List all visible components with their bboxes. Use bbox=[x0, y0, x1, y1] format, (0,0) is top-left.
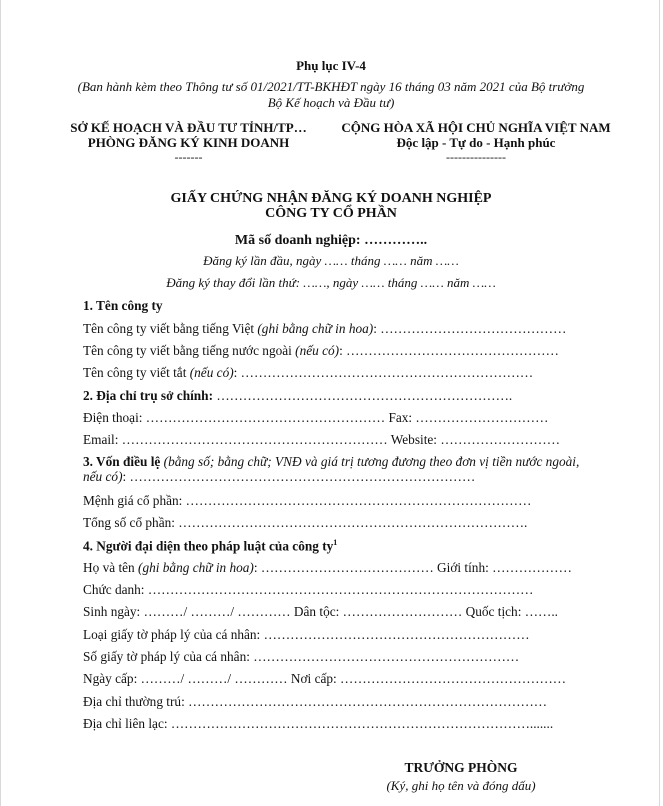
abbr-name-field bbox=[83, 365, 581, 381]
issued-by-note: (Ban hành kèm theo Thông tư số 01/2021/TT-BKHĐT ngày 16 tháng 03 năm 2021 của Bộ trưởng Bộ Kế hoạch và Đầu tư) bbox=[77, 79, 585, 110]
section3-note: (bằng số; bằng chữ; VNĐ và giá trị tương đương theo đơn vị tiền nước ngoài, nếu có) bbox=[83, 454, 580, 484]
section2-heading: 2. Địa chỉ trụ sở chính: bbox=[83, 388, 214, 403]
position-field: Chức danh: …………………………………………………………………………… bbox=[83, 582, 534, 597]
vn-name-field bbox=[83, 321, 581, 337]
par-value-field: Mệnh giá cổ phần: …………………………………………………………………… bbox=[83, 493, 532, 508]
email-website-field: Email: …………………………………………………… Website: ……………………… bbox=[83, 432, 560, 447]
total-shares-field: Tổng số cổ phần: ……………………………………………………………………. bbox=[83, 515, 528, 530]
vn-name-label: Tên công ty viết bằng tiếng Việt bbox=[83, 321, 255, 336]
first-registration: Đăng ký lần đầu, ngày …… tháng …… năm …… bbox=[203, 253, 459, 268]
contact-address-field: Địa chỉ liên lạc: ………………………………………………………………………....... bbox=[83, 716, 554, 731]
national-header bbox=[331, 120, 621, 165]
section1-heading: 1. Tên công ty bbox=[83, 298, 163, 313]
section3-heading: 3. Vốn điều lệ bbox=[83, 454, 161, 469]
issue-field: Ngày cấp: ………/ ………/ ………… Nơi cấp: …………………………………………… bbox=[83, 671, 567, 686]
national-title: CỘNG HÒA XÃ HỘI CHỦ NGHĨA VIỆT NAM bbox=[341, 120, 611, 135]
appendix-label: Phụ lục IV-4 bbox=[296, 58, 366, 73]
id-type-field: Loại giấy tờ pháp lý của cá nhân: …………………………………………………… bbox=[83, 627, 530, 642]
footnote-mark: 1 bbox=[333, 538, 338, 547]
foreign-name-field bbox=[83, 343, 581, 359]
vn-name-note: (ghi bằng chữ in hoa) bbox=[254, 321, 374, 336]
abbr-name-label: Tên công ty viết tắt bbox=[83, 365, 187, 380]
fullname-note: (ghi bằng chữ in hoa) bbox=[134, 560, 254, 575]
phone-fax-field: Điện thoại: ……………………………………………… Fax: ………………………… bbox=[83, 410, 549, 425]
section2-dots: …………………………………………………………. bbox=[213, 388, 513, 403]
permanent-address-field: Địa chỉ thường trú: ……………………………………………………………………… bbox=[83, 694, 548, 709]
agency-header bbox=[61, 120, 316, 165]
national-motto: Độc lập - Tự do - Hạnh phúc bbox=[396, 135, 556, 150]
certificate-title-line1: GIẤY CHỨNG NHẬN ĐĂNG KÝ DOANH NGHIỆP bbox=[170, 191, 492, 206]
fullname-label: Họ và tên bbox=[83, 560, 135, 575]
change-registration: Đăng ký thay đổi lần thứ: ……, ngày …… tháng …… năm …… bbox=[166, 275, 496, 290]
foreign-name-dots: : ………………………………………… bbox=[339, 343, 559, 358]
abbr-name-note: (nếu có) bbox=[186, 365, 234, 380]
certificate-title-line2: CÔNG TY CỔ PHẦN bbox=[265, 206, 397, 221]
section4-heading: 4. Người đại diện theo pháp luật của công ty bbox=[83, 538, 334, 554]
section3-heading-row bbox=[83, 454, 581, 484]
fullname-dots: : ………………………………… Giới tính: ……………… bbox=[253, 560, 572, 575]
signature-note: (Ký, ghi họ tên và đóng dấu) bbox=[386, 778, 536, 793]
vn-name-dots: : …………………………………… bbox=[373, 321, 567, 336]
id-number-field: Số giấy tờ pháp lý của cá nhân: …………………………………………………… bbox=[83, 649, 520, 664]
abbr-name-dots: : ………………………………………………………… bbox=[233, 365, 534, 380]
birth-field: Sinh ngày: ………/ ………/ ………… Dân tộc: ……………………… Quốc tịch: …….. bbox=[83, 604, 558, 619]
foreign-name-label: Tên công ty viết bằng tiếng nước ngoài bbox=[83, 343, 292, 358]
enterprise-code: Mã số doanh nghiệp: ………….. bbox=[234, 233, 428, 248]
agency-divider: ------- bbox=[174, 150, 203, 164]
section2-heading-row bbox=[83, 388, 581, 404]
national-divider: --------------- bbox=[446, 150, 506, 164]
section4-heading-row bbox=[83, 538, 581, 554]
signature-title: TRƯỞNG PHÒNG bbox=[404, 760, 518, 775]
section3-dots: : …………………………………………………………………… bbox=[122, 469, 476, 484]
foreign-name-note: (nếu có) bbox=[291, 343, 340, 358]
fullname-field bbox=[83, 560, 581, 576]
agency-line1: SỞ KẾ HOẠCH VÀ ĐẦU TƯ TỈNH/TP… bbox=[70, 120, 307, 135]
certificate-title bbox=[1, 191, 661, 221]
agency-line2: PHÒNG ĐĂNG KÝ KINH DOANH bbox=[87, 135, 290, 150]
